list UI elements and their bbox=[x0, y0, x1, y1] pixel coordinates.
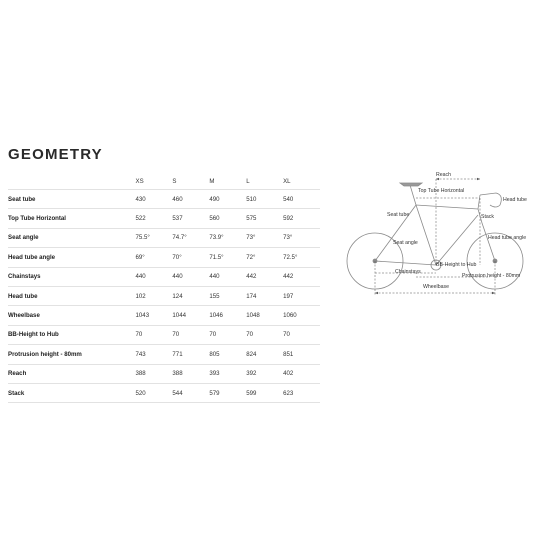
table-cell: 579 bbox=[209, 383, 246, 402]
row-label: Top Tube Horizontal bbox=[8, 209, 136, 228]
table-cell: 71.5° bbox=[209, 248, 246, 267]
table-cell: 440 bbox=[136, 267, 173, 286]
table-cell: 155 bbox=[209, 286, 246, 305]
table-cell: 402 bbox=[283, 364, 320, 383]
table-cell: 851 bbox=[283, 345, 320, 364]
row-label: Seat angle bbox=[8, 228, 136, 247]
table-cell: 540 bbox=[283, 190, 320, 209]
seat-tube bbox=[416, 205, 436, 265]
label-stack: Stack bbox=[481, 214, 494, 220]
table-row bbox=[8, 248, 320, 267]
label-top-tube: Top Tube Horizontal bbox=[418, 188, 465, 194]
table-cell: 69° bbox=[136, 248, 173, 267]
table-cell: 430 bbox=[136, 190, 173, 209]
table-row bbox=[8, 383, 320, 402]
table-header-corner bbox=[8, 174, 136, 190]
label-protrusion: Protrusion height - 80mm bbox=[462, 273, 521, 279]
table-row bbox=[8, 325, 320, 344]
label-head-tube-angle: Head tube angle bbox=[488, 235, 527, 241]
table-cell: 1060 bbox=[283, 306, 320, 325]
row-label: BB-Height to Hub bbox=[8, 325, 136, 344]
row-label: Head tube angle bbox=[8, 248, 136, 267]
table-cell: 70 bbox=[172, 325, 209, 344]
geometry-table bbox=[8, 174, 320, 403]
table-cell: 824 bbox=[246, 345, 283, 364]
table-cell: 490 bbox=[209, 190, 246, 209]
table-cell: 73° bbox=[246, 228, 283, 247]
row-label: Wheelbase bbox=[8, 306, 136, 325]
table-cell: 1044 bbox=[172, 306, 209, 325]
table-row bbox=[8, 228, 320, 247]
table-row bbox=[8, 190, 320, 209]
table-cell: 73° bbox=[283, 228, 320, 247]
table-cell: 393 bbox=[209, 364, 246, 383]
table-header-l: L bbox=[246, 178, 250, 185]
table-cell: 592 bbox=[283, 209, 320, 228]
row-label: Protrusion height - 80mm bbox=[8, 345, 136, 364]
table-cell: 73.9° bbox=[209, 228, 246, 247]
table-cell: 1043 bbox=[136, 306, 173, 325]
chainstay bbox=[375, 261, 436, 265]
table-header-xs: XS bbox=[135, 178, 144, 185]
table-cell: 599 bbox=[246, 383, 283, 402]
table-cell: 442 bbox=[283, 267, 320, 286]
table-cell: 72° bbox=[246, 248, 283, 267]
label-bb-height: BB-Height to Hub bbox=[436, 262, 477, 268]
table-cell: 544 bbox=[172, 383, 209, 402]
table-cell: 74.7° bbox=[172, 228, 209, 247]
table-cell: 388 bbox=[136, 364, 173, 383]
page-title: GEOMETRY bbox=[8, 146, 103, 163]
table-cell: 442 bbox=[246, 267, 283, 286]
table-row bbox=[8, 267, 320, 286]
row-label: Stack bbox=[8, 383, 136, 402]
table-cell: 1048 bbox=[246, 306, 283, 325]
table-cell: 388 bbox=[172, 364, 209, 383]
table-cell: 70° bbox=[172, 248, 209, 267]
label-reach: Reach bbox=[436, 172, 451, 178]
table-cell: 102 bbox=[136, 286, 173, 305]
table-row bbox=[8, 364, 320, 383]
table-row bbox=[8, 345, 320, 364]
row-label: Head tube bbox=[8, 286, 136, 305]
table-cell: 70 bbox=[283, 325, 320, 344]
table-cell: 124 bbox=[172, 286, 209, 305]
table-header-xl: XL bbox=[283, 178, 291, 185]
row-label: Seat tube bbox=[8, 190, 136, 209]
table-cell: 510 bbox=[246, 190, 283, 209]
table-body bbox=[8, 190, 320, 403]
table-cell: 520 bbox=[136, 383, 173, 402]
label-seat-tube: Seat tube bbox=[387, 212, 410, 218]
table-cell: 623 bbox=[283, 383, 320, 402]
table-cell: 805 bbox=[209, 345, 246, 364]
top-tube bbox=[416, 205, 478, 209]
table-cell: 392 bbox=[246, 364, 283, 383]
label-wheelbase: Wheelbase bbox=[423, 284, 449, 290]
table-cell: 72.5° bbox=[283, 248, 320, 267]
table-cell: 174 bbox=[246, 286, 283, 305]
row-label: Chainstays bbox=[8, 267, 136, 286]
table-row bbox=[8, 209, 320, 228]
table-cell: 537 bbox=[172, 209, 209, 228]
table-cell: 70 bbox=[209, 325, 246, 344]
table-row bbox=[8, 286, 320, 305]
row-label: Reach bbox=[8, 364, 136, 383]
table-cell: 460 bbox=[172, 190, 209, 209]
table-cell: 575 bbox=[246, 209, 283, 228]
table-cell: 1046 bbox=[209, 306, 246, 325]
down-tube bbox=[436, 215, 478, 265]
table-cell: 560 bbox=[209, 209, 246, 228]
label-head-tube: Head tube bbox=[503, 197, 527, 203]
table-header-m: M bbox=[209, 178, 215, 185]
table-cell: 743 bbox=[136, 345, 173, 364]
table-cell: 197 bbox=[283, 286, 320, 305]
bike-geometry-diagram bbox=[338, 165, 550, 305]
label-chainstays: Chainstays bbox=[395, 269, 421, 275]
table-header-row bbox=[8, 174, 320, 190]
table-cell: 440 bbox=[209, 267, 246, 286]
table-cell: 70 bbox=[136, 325, 173, 344]
table-cell: 440 bbox=[172, 267, 209, 286]
table-cell: 70 bbox=[246, 325, 283, 344]
table-row bbox=[8, 306, 320, 325]
fork bbox=[482, 223, 495, 261]
table-cell: 75.5° bbox=[136, 228, 173, 247]
table-header-s: S bbox=[172, 178, 177, 185]
table-cell: 771 bbox=[172, 345, 209, 364]
label-seat-angle: Seat angle bbox=[393, 240, 418, 246]
table-cell: 522 bbox=[136, 209, 173, 228]
